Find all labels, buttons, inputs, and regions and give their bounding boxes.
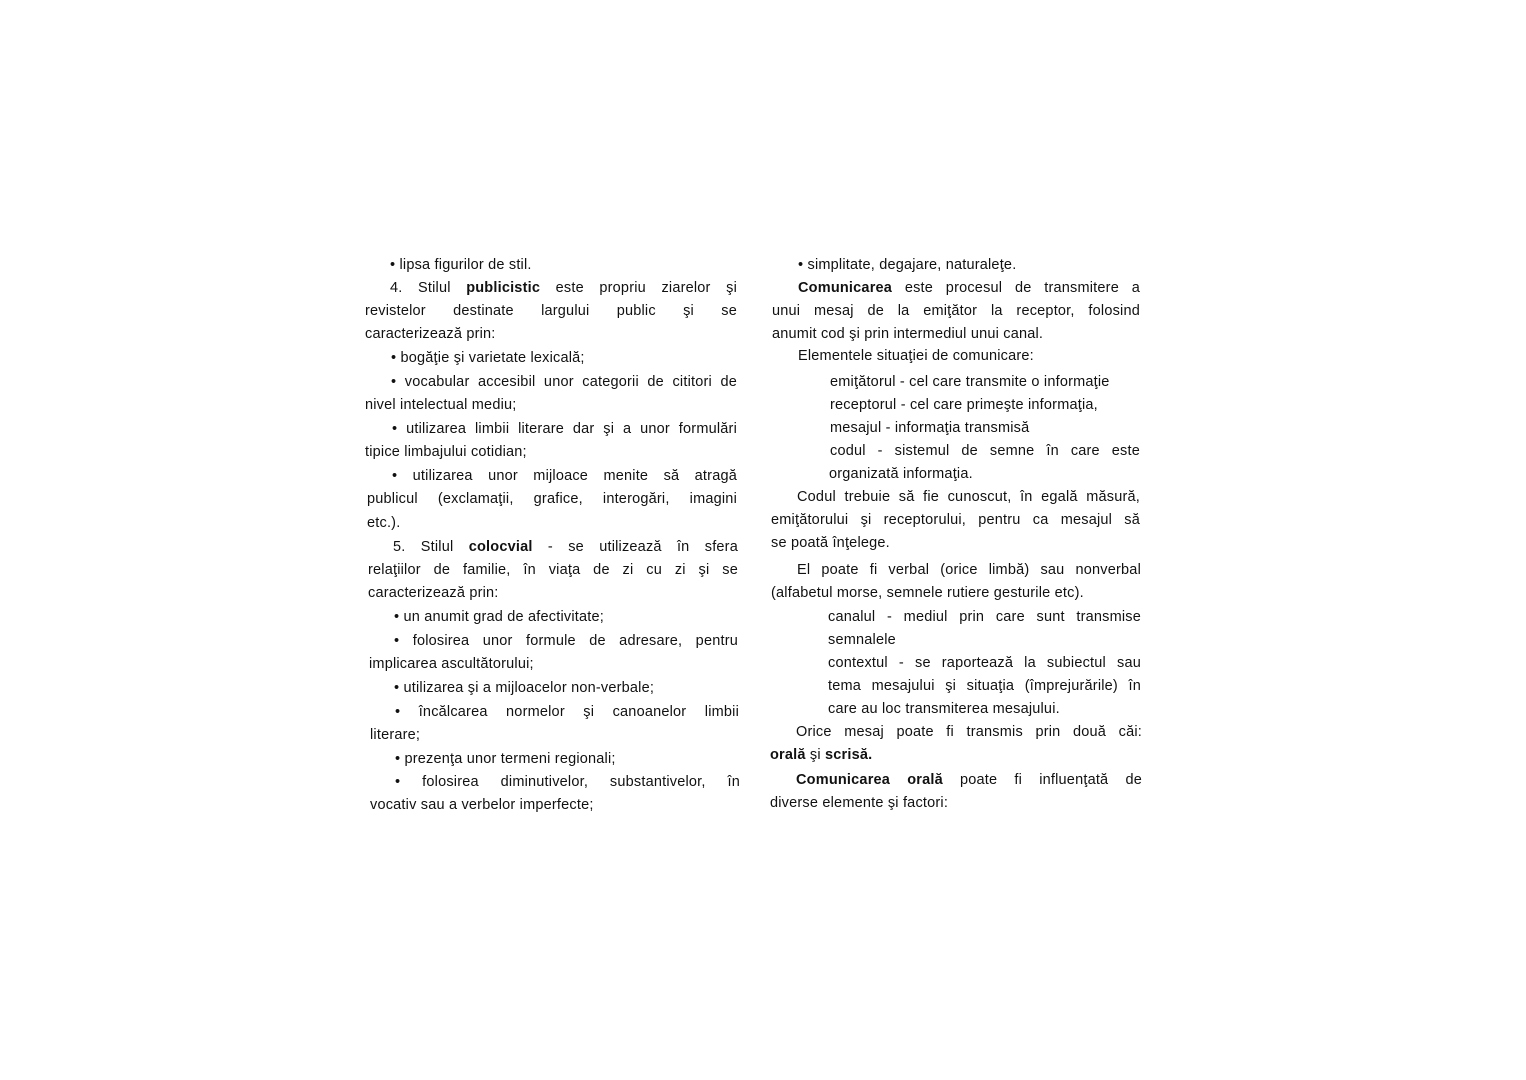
bullet-continuation: implicarea ascultătorului; <box>369 656 534 672</box>
list-item: mesajul - informaţia transmisă <box>830 420 1030 436</box>
list-item: canalul - mediul prin care sunt transmise <box>828 609 1141 625</box>
bullet-continuation: etc.). <box>367 515 401 531</box>
paragraph-line: emiţătorului şi receptorului, pentru ca mesajul să <box>771 512 1140 528</box>
bullet-item: • utilizarea unor mijloace menite să atragă <box>392 468 737 484</box>
bullet-item: • un anumit grad de afectivitate; <box>394 609 604 625</box>
bullet-item: • bogăţie şi varietate lexicală; <box>391 350 585 366</box>
paragraph-comunicarea-orala: Comunicarea orală poate fi influenţată de <box>796 772 1142 788</box>
bullet-continuation: publicul (exclamaţii, grafice, interogări, imagini <box>367 491 737 507</box>
bullet-item: • lipsa figurilor de stil. <box>390 257 532 273</box>
term-scrisa: scrisă. <box>825 747 873 763</box>
paragraph-style-colocvial: 5. Stilul colocvial - se utilizează în sfera <box>393 539 738 555</box>
list-item: emiţătorul - cel care transmite o informaţie <box>830 374 1110 390</box>
bullet-continuation: tipice limbajului cotidian; <box>365 444 527 460</box>
term-colocvial: colocvial <box>468 539 533 555</box>
bullet-item: • prezenţa unor termeni regionali; <box>395 751 616 767</box>
paragraph-line: orală şi scrisă. <box>770 747 873 763</box>
list-item-continuation: organizată informaţia. <box>829 466 973 482</box>
bullet-item: • folosirea unor formule de adresare, pentru <box>394 633 738 649</box>
bullet-item: • utilizarea şi a mijloacelor non-verbale; <box>394 680 655 696</box>
bullet-item: • vocabular accesibil unor categorii de cititori de <box>391 374 737 390</box>
paragraph-style-publicistic: 4. Stilul publicistic este propriu ziarelor şi <box>390 280 737 296</box>
paragraph-line: revistelor destinate largului public şi se <box>365 303 737 319</box>
paragraph-line: (alfabetul morse, semnele rutiere gesturile etc). <box>771 585 1084 601</box>
bullet-item: • simplitate, degajare, naturaleţe. <box>798 257 1017 273</box>
paragraph-comunicarea: Comunicarea este procesul de transmitere a <box>798 280 1140 296</box>
paragraph-line: Codul trebuie să fie cunoscut, în egală măsură, <box>797 489 1140 505</box>
bullet-item: • încălcarea normelor şi canoanelor limbii <box>395 704 739 720</box>
paragraph-line: relaţiilor de familie, în viaţa de zi cu zi şi se <box>368 562 738 578</box>
list-item: contextul - se raportează la subiectul sau <box>828 655 1141 671</box>
bullet-continuation: vocativ sau a verbelor imperfecte; <box>370 797 594 813</box>
list-item: codul - sistemul de semne în care este <box>830 443 1140 459</box>
bullet-item: • utilizarea limbii literare dar şi a unor formulări <box>392 421 737 437</box>
paragraph-line: El poate fi verbal (orice limbă) sau nonverbal <box>797 562 1141 578</box>
paragraph-line: caracterizează prin: <box>365 326 496 342</box>
bullet-item: • folosirea diminutivelor, substantivelor, în <box>395 774 740 790</box>
bullet-continuation: nivel intelectual mediu; <box>365 397 517 413</box>
paragraph-line: Orice mesaj poate fi transmis prin două căi: <box>796 724 1142 740</box>
term-comunicarea: Comunicarea <box>798 280 893 296</box>
paragraph-line: anumit cod şi prin intermediul unui canal. <box>772 326 1044 342</box>
paragraph-line: unui mesaj de la emiţător la receptor, folosind <box>772 303 1140 319</box>
list-item-continuation: semnalele <box>828 632 896 648</box>
term-comunicarea-orala: Comunicarea orală <box>796 772 943 788</box>
list-item-continuation: tema mesajului şi situaţia (împrejurările) în <box>828 678 1141 694</box>
list-item: receptorul - cel care primeşte informaţia, <box>830 397 1098 413</box>
paragraph-line: diverse elemente şi factori: <box>770 795 949 811</box>
paragraph-line: Elementele situaţiei de comunicare: <box>798 348 1034 364</box>
paragraph-line: se poată înţelege. <box>771 535 890 551</box>
list-item-continuation: care au loc transmiterea mesajului. <box>828 701 1060 717</box>
bullet-continuation: literare; <box>370 727 421 743</box>
term-orala: orală <box>770 747 806 763</box>
term-publicistic: publicistic <box>466 280 541 296</box>
paragraph-line: caracterizează prin: <box>368 585 499 601</box>
